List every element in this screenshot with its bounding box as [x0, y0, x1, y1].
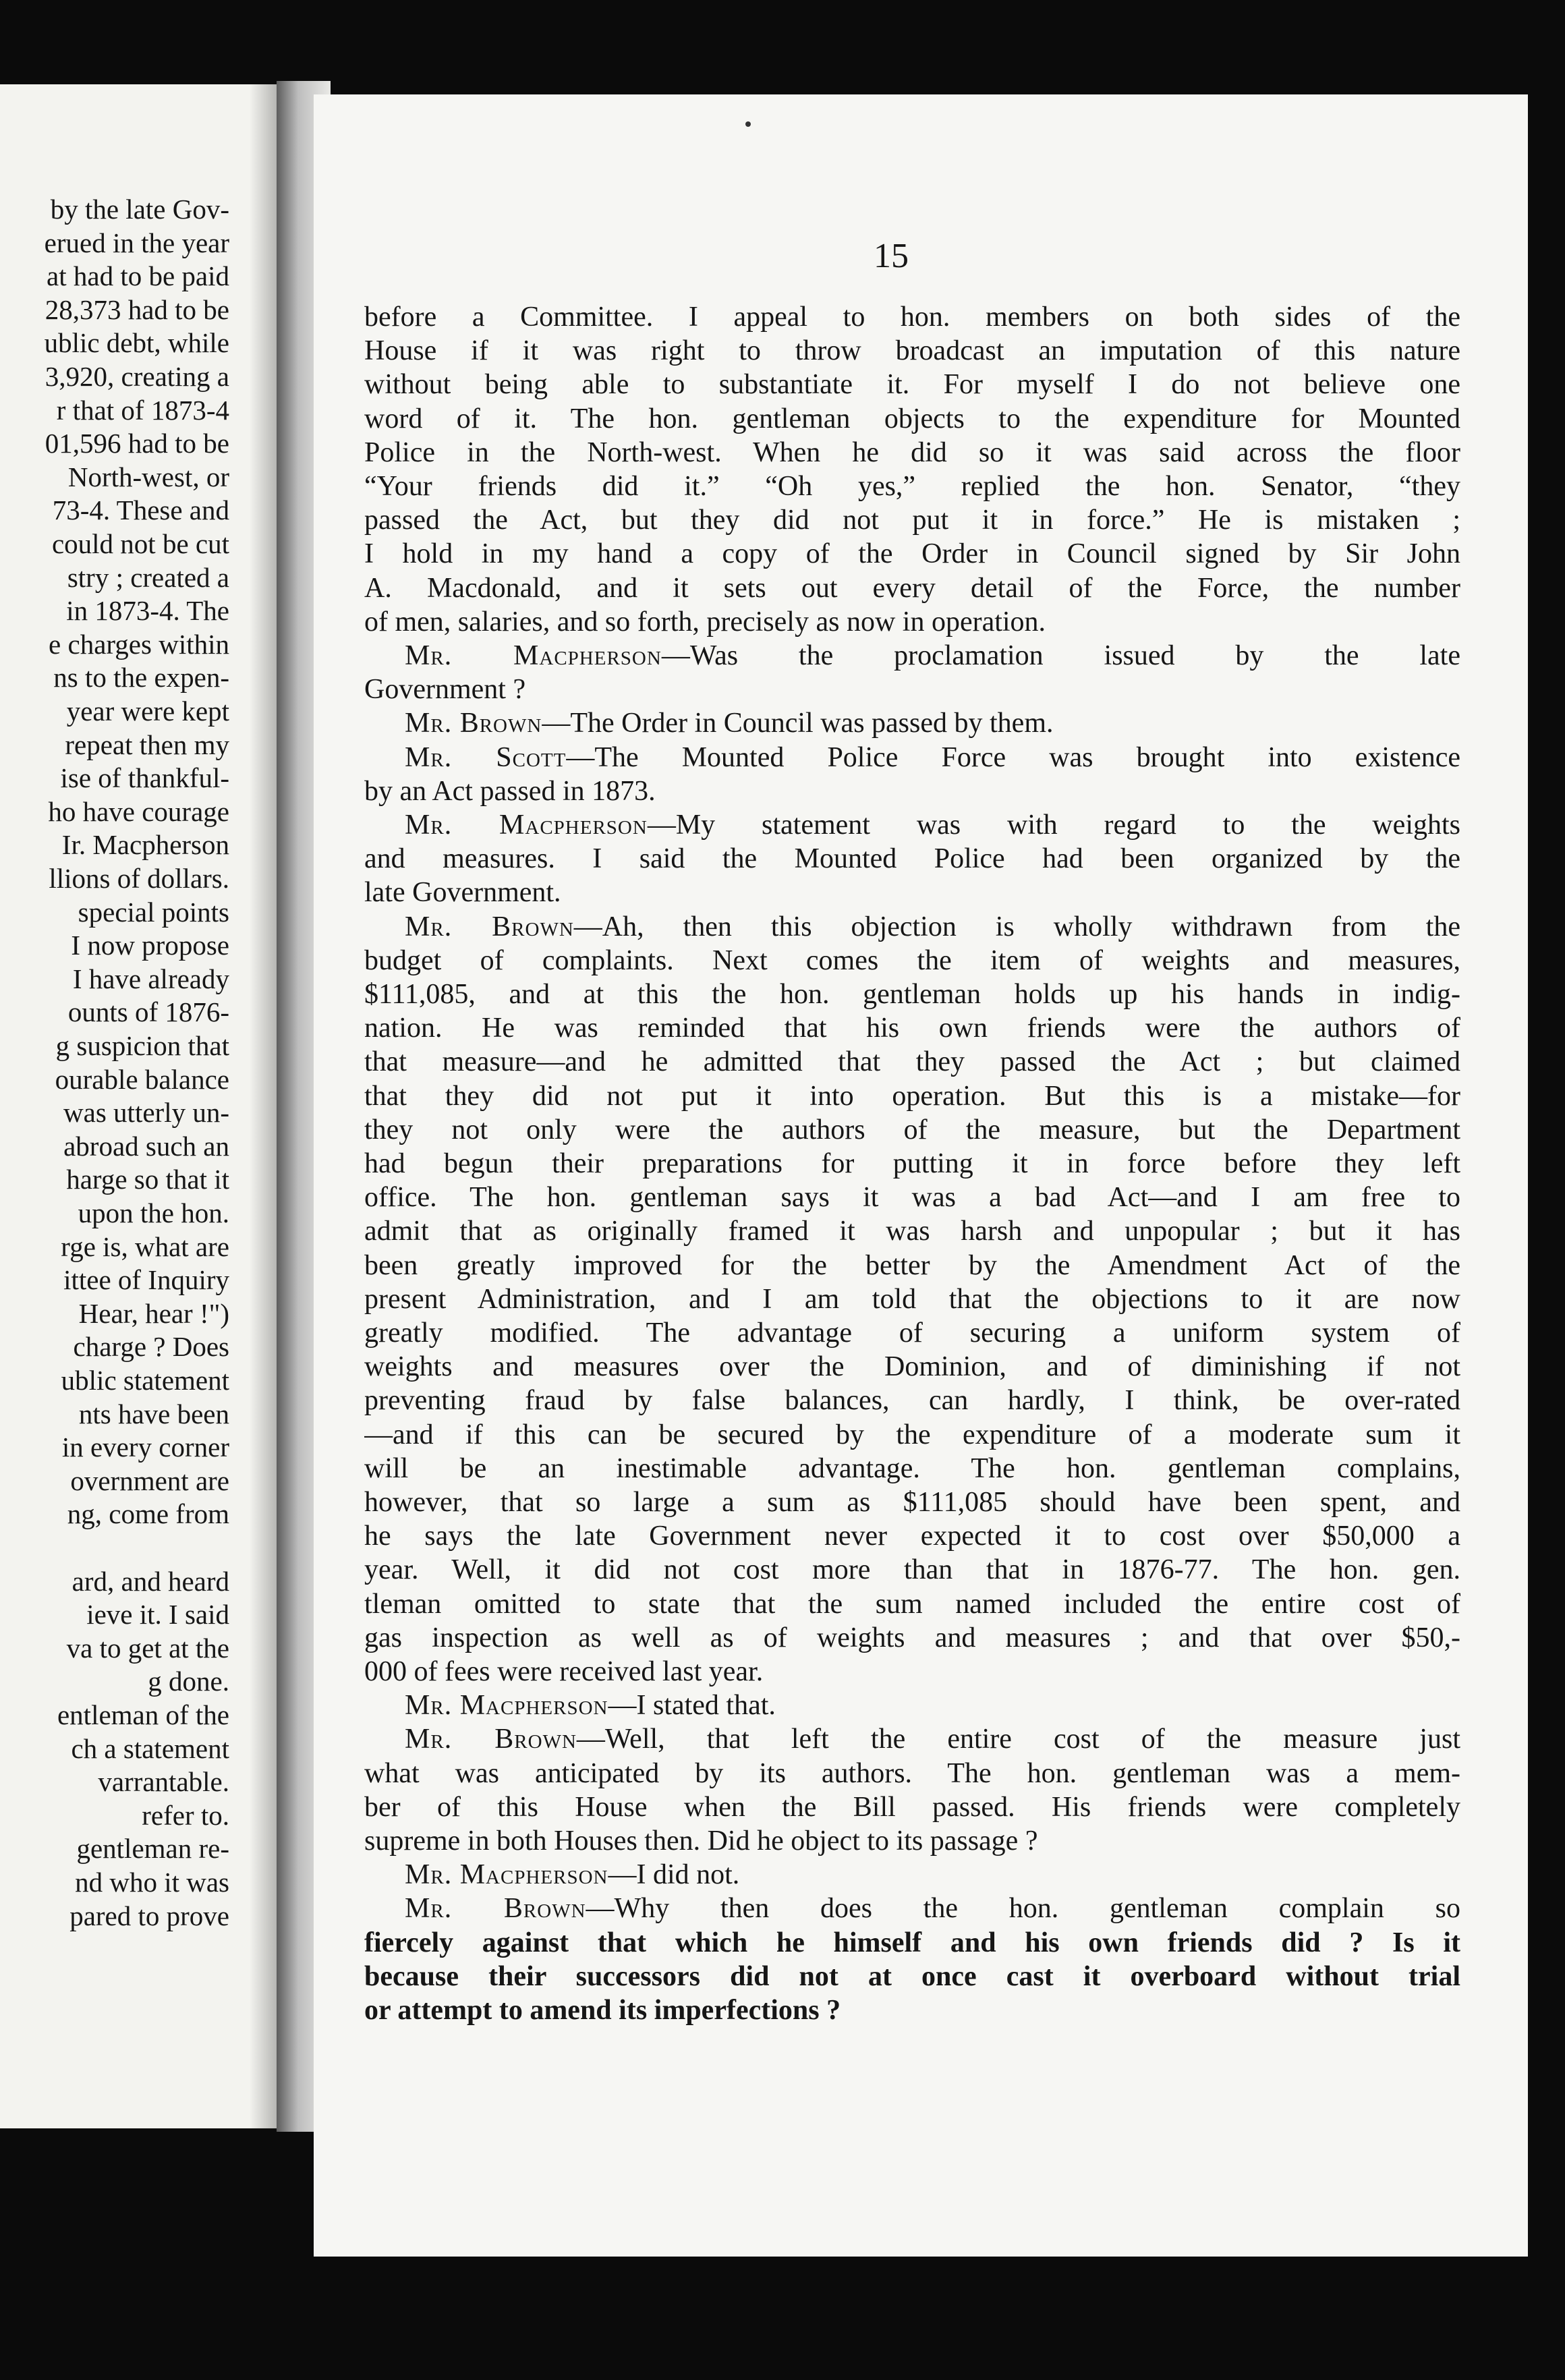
body-line	[364, 1350, 1460, 1384]
line-text: admit that as originally framed it was harsh and unpopular ; but it has	[364, 1216, 1460, 1247]
left-page-line: g done.	[148, 1666, 229, 1697]
left-page-line: special points	[78, 896, 229, 928]
left-page-line: 01,596 had to be	[45, 428, 229, 459]
body-line	[364, 1147, 1460, 1181]
body-line	[364, 1011, 1460, 1045]
left-page-line: e charges within	[49, 628, 229, 660]
left-page-line: ublic debt, while	[44, 327, 229, 359]
body-line	[364, 537, 1460, 571]
left-page-shadow	[250, 84, 277, 2128]
body-line	[364, 1824, 1460, 1858]
line-text: —My statement was with regard to the weights	[647, 810, 1460, 841]
line-text: late Government.	[364, 877, 561, 909]
line-text: by an Act passed in 1873.	[364, 775, 656, 807]
left-page-line: ch a statement	[71, 1732, 229, 1764]
left-page-fragment	[0, 84, 277, 2128]
body-line	[364, 842, 1460, 876]
body-line	[364, 1960, 1460, 1993]
speaker-line	[364, 741, 1460, 774]
left-page-line: overnment are	[70, 1465, 229, 1496]
speaker-name: Mr. Brown	[405, 708, 542, 739]
speaker-line	[364, 639, 1460, 673]
left-page-line: at had to be paid	[47, 260, 229, 292]
line-text: because their successors did not at once cast it overboard without trial	[364, 1960, 1460, 1992]
line-text: —Why then does the hon. gentleman complain so	[586, 1893, 1460, 1925]
left-page-line: erued in the year	[44, 227, 229, 258]
left-page-line: upon the hon.	[78, 1197, 229, 1228]
body-line	[364, 1621, 1460, 1655]
left-page-line: ns to the expen-	[53, 662, 229, 693]
line-text: what was anticipated by its authors. The hon. gentleman was a mem-	[364, 1757, 1460, 1789]
left-page-line: rge is, what are	[61, 1230, 229, 1262]
line-text: year. Well, it did not cost more than that in 1876-77. The hon. gen.	[364, 1554, 1460, 1586]
body-line	[364, 1993, 1460, 2027]
body-line	[364, 1587, 1460, 1621]
line-text: —I did not.	[608, 1859, 740, 1891]
right-page	[314, 94, 1528, 2257]
left-page-line: repeat then my	[65, 729, 229, 760]
speaker-name: Mr. Macpherson	[405, 810, 648, 841]
line-text: ber of this House when the Bill passed. His friends were completely	[364, 1791, 1460, 1823]
body-line	[364, 503, 1460, 537]
left-page-line: varrantable.	[98, 1766, 229, 1798]
body-line	[364, 876, 1460, 909]
line-text: Government ?	[364, 674, 526, 706]
left-page-line: ublic statement	[61, 1365, 229, 1396]
left-page-line: year were kept	[66, 696, 229, 727]
line-text: before a Committee. I appeal to hon. members on both sides of the	[364, 302, 1460, 333]
body-line	[364, 1079, 1460, 1113]
line-text: —I stated that.	[608, 1690, 776, 1722]
left-page-line: I have already	[72, 963, 229, 994]
body-line	[364, 1316, 1460, 1350]
speaker-line	[364, 808, 1460, 842]
left-page-line: pared to prove	[69, 1900, 229, 1931]
line-text: budget of complaints. Next comes the item of weights and measures,	[364, 944, 1460, 976]
speaker-line	[364, 1892, 1460, 1925]
body-line	[364, 978, 1460, 1011]
line-text: nation. He was reminded that his own friends were the authors of	[364, 1013, 1460, 1044]
body-line	[364, 1282, 1460, 1316]
line-text: office. The hon. gentleman says it was a bad Act—and I am free to	[364, 1182, 1460, 1214]
left-page-line: Hear, hear !")	[78, 1297, 229, 1329]
left-page-line: was utterly un-	[63, 1097, 229, 1129]
body-line	[364, 368, 1460, 401]
body-line	[364, 436, 1460, 470]
left-page-line: ard, and heard	[72, 1565, 229, 1597]
line-text: greatly modified. The advantage of securing a uniform system of	[364, 1318, 1460, 1349]
line-text: I hold in my hand a copy of the Order in Council signed by Sir John	[364, 538, 1460, 570]
left-page-line: stry ; created a	[67, 561, 229, 593]
left-page-line: nts have been	[78, 1398, 229, 1429]
left-page-line: ise of thankful-	[60, 762, 229, 794]
speaker-name: Mr. Brown	[405, 911, 574, 942]
left-page-line: va to get at the	[66, 1632, 229, 1664]
body-line	[364, 1045, 1460, 1079]
line-text: Police in the North-west. When he did so it was said across the floor	[364, 436, 1460, 468]
line-text: preventing fraud by false balances, can hardly, I think, be over-rated	[364, 1385, 1460, 1417]
line-text: gas inspection as well as of weights and measures ; and that over $50,-	[364, 1622, 1460, 1653]
left-page-line: refer to.	[142, 1799, 229, 1831]
body-line	[364, 1485, 1460, 1519]
left-page-line: ng, come from	[67, 1498, 229, 1530]
left-page-line: 3,920, creating a	[45, 361, 229, 392]
left-page-line: charge ? Does	[73, 1331, 229, 1363]
line-text: or attempt to amend its imperfections ?	[364, 1995, 841, 2026]
line-text: tleman omitted to state that the sum named included the entire cost of	[364, 1588, 1460, 1620]
body-line	[364, 402, 1460, 436]
speaker-name: Mr. Brown	[405, 1893, 586, 1925]
body-line	[364, 334, 1460, 368]
line-text: —Was the proclamation issued by the late	[661, 640, 1460, 671]
speaker-name: Mr. Scott	[405, 741, 567, 773]
left-page-line: I now propose	[71, 930, 229, 961]
body-line	[364, 1452, 1460, 1485]
line-text: word of it. The hon. gentleman objects to the expenditure for Mounted	[364, 403, 1460, 434]
body-line	[364, 1249, 1460, 1282]
left-page-line: harge so that it	[66, 1164, 229, 1195]
line-text: “Your friends did it.” “Oh yes,” replied the hon. Senator, “they	[364, 471, 1460, 502]
left-page-line: North-west, or	[67, 461, 229, 492]
speaker-name: Mr. Macpherson	[405, 1859, 608, 1891]
body-line	[364, 1790, 1460, 1824]
line-text: will be an inestimable advantage. The hon. gentleman complains,	[364, 1452, 1460, 1484]
line-text: fiercely against that which he himself and his own friends did ? Is it	[364, 1927, 1460, 1958]
line-text: and measures. I said the Mounted Police had been organized by the	[364, 843, 1460, 875]
line-text: —The Order in Council was passed by them.	[542, 708, 1054, 739]
speaker-line	[364, 910, 1460, 944]
line-text: 000 of fees were received last year.	[364, 1656, 764, 1687]
speaker-name: Mr. Macpherson	[405, 1690, 608, 1722]
body-line	[364, 774, 1460, 808]
left-page-line: ieve it. I said	[86, 1599, 229, 1631]
left-page-line: ourable balance	[55, 1063, 229, 1095]
line-text: they not only were the authors of the measure, but the Department	[364, 1114, 1460, 1145]
body-line	[364, 1757, 1460, 1790]
body-line	[364, 1384, 1460, 1417]
page-number: 15	[874, 237, 909, 275]
speaker-name: Mr. Macpherson	[405, 640, 662, 671]
line-text: —and if this can be secured by the expenditure of a moderate sum it	[364, 1419, 1460, 1450]
body-line	[364, 300, 1460, 334]
left-page-line: 73-4. These and	[52, 494, 229, 526]
line-text: present Administration, and I am told that the objections to it are now	[364, 1283, 1460, 1315]
left-page-line: in every corner	[61, 1432, 229, 1463]
line-text: been greatly improved for the better by the Amendment Act of the	[364, 1249, 1460, 1281]
left-page-line: in 1873-4. The	[66, 595, 229, 627]
body-line	[364, 470, 1460, 503]
body-line	[364, 1655, 1460, 1689]
body-line	[364, 1214, 1460, 1248]
line-text: had begun their preparations for putting it in force before they left	[364, 1148, 1460, 1179]
line-text: of men, salaries, and so forth, precisely as now in operation.	[364, 606, 1046, 638]
body-line	[364, 1926, 1460, 1960]
speaker-name: Mr. Brown	[405, 1724, 577, 1755]
left-page-line: ittee of Inquiry	[63, 1264, 229, 1296]
line-text: —Well, that left the entire cost of the measure just	[576, 1724, 1460, 1755]
body-line	[364, 1553, 1460, 1587]
speaker-line	[364, 1689, 1460, 1722]
left-page-line: nd who it was	[75, 1867, 229, 1898]
body-line	[364, 1519, 1460, 1553]
left-page-line: ounts of 1876-	[67, 996, 229, 1028]
line-text: that measure—and he admitted that they passed the Act ; but claimed	[364, 1046, 1460, 1078]
speaker-line	[364, 1858, 1460, 1892]
line-text: —Ah, then this objection is wholly withdrawn from the	[573, 911, 1460, 942]
line-text: —The Mounted Police Force was brought into existence	[566, 741, 1460, 773]
line-text: supreme in both Houses then. Did he object to its passage ?	[364, 1825, 1038, 1857]
line-text: without being able to substantiate it. For myself I do not believe one	[364, 369, 1460, 401]
left-page-line: abroad such an	[63, 1130, 229, 1162]
left-page-line: ho have courage	[48, 795, 229, 827]
speaker-line	[364, 706, 1460, 740]
line-text: House if it was right to throw broadcast an imputation of this nature	[364, 335, 1460, 367]
body-line	[364, 944, 1460, 978]
body-line	[364, 1113, 1460, 1147]
body-line	[364, 1181, 1460, 1214]
line-text: that they did not put it into operation. But this is a mistake—for	[364, 1080, 1460, 1112]
left-page-line: r that of 1873-4	[56, 394, 229, 426]
line-text: passed the Act, but they did not put it in force.” He is mistaken ;	[364, 505, 1460, 536]
left-page-line: Ir. Macpherson	[61, 829, 229, 861]
left-page-line: g suspicion that	[55, 1030, 229, 1061]
left-page-line: could not be cut	[51, 528, 229, 559]
left-page-line: by the late Gov-	[50, 194, 229, 225]
left-page-line: entleman of the	[57, 1699, 229, 1730]
line-text: weights and measures over the Dominion, and of diminishing if not	[364, 1351, 1460, 1383]
body-line	[364, 605, 1460, 639]
ink-dot	[745, 121, 751, 127]
body-line	[364, 673, 1460, 706]
speaker-line	[364, 1722, 1460, 1756]
line-text: $111,085, and at this the hon. gentleman holds up his hands in indig-	[364, 979, 1460, 1010]
left-page-line: gentleman re-	[76, 1833, 229, 1865]
left-page-line: 28,373 had to be	[45, 293, 229, 325]
line-text: however, that so large a sum as $111,085 should have been spent, and	[364, 1487, 1460, 1518]
body-line	[364, 571, 1460, 605]
left-page-line: llions of dollars.	[49, 863, 229, 894]
body-line	[364, 1418, 1460, 1452]
line-text: he says the late Government never expected it to cost over $50,000 a	[364, 1521, 1460, 1552]
line-text: A. Macdonald, and it sets out every detail of the Force, the number	[364, 572, 1460, 604]
